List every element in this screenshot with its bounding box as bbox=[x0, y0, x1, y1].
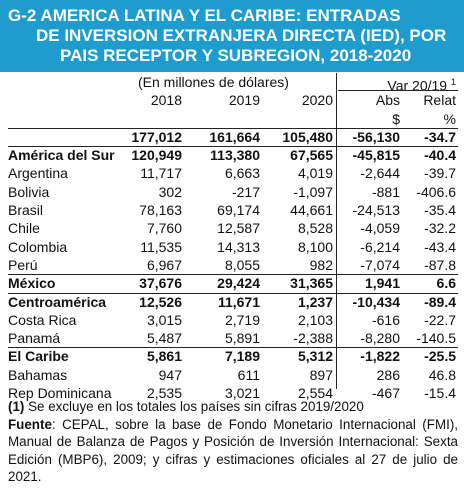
value-2019: 14,313 bbox=[217, 238, 260, 255]
value-2020: 31,365 bbox=[290, 275, 333, 292]
table-row bbox=[8, 219, 458, 237]
value-2020: 4,019 bbox=[297, 165, 333, 182]
row-label: Panamá bbox=[8, 330, 61, 347]
header-row-units bbox=[8, 73, 458, 94]
value-2019: 113,380 bbox=[210, 147, 260, 164]
row-label: Bahamas bbox=[8, 366, 68, 383]
value-abs-change: 1,941 bbox=[364, 275, 400, 292]
value-rel-change: -39.7 bbox=[424, 165, 456, 182]
value-rel-change: -43.4 bbox=[424, 238, 456, 255]
row-label: Costa Rica bbox=[8, 311, 77, 328]
table-row bbox=[8, 366, 458, 384]
value-rel-change: -34.7 bbox=[424, 128, 456, 145]
table-title bbox=[0, 0, 464, 72]
table-row bbox=[8, 128, 458, 146]
table-row bbox=[8, 146, 458, 164]
value-2018: 3,015 bbox=[146, 311, 182, 328]
value-abs-change: -616 bbox=[371, 311, 400, 328]
value-2020: 105,480 bbox=[282, 128, 333, 145]
table-row bbox=[8, 164, 458, 182]
table-footer bbox=[8, 398, 458, 486]
value-abs-change: -881 bbox=[371, 183, 400, 200]
value-2018: 947 bbox=[158, 366, 182, 383]
value-2019: 11,671 bbox=[217, 293, 260, 310]
value-2020: 982 bbox=[309, 256, 333, 273]
year-2018-header: 2018 bbox=[150, 92, 182, 109]
row-label: Colombia bbox=[8, 238, 68, 255]
row-label: América del Sur bbox=[8, 147, 115, 164]
value-2020: 8,528 bbox=[297, 220, 333, 237]
value-2019: 29,424 bbox=[217, 275, 260, 292]
row-label: Argentina bbox=[8, 165, 68, 182]
value-2020: 8,100 bbox=[297, 238, 333, 255]
value-2020: 5,312 bbox=[297, 348, 333, 365]
relat-unit: % bbox=[443, 110, 456, 127]
value-2020: 44,661 bbox=[290, 202, 333, 219]
value-rel-change: -406.6 bbox=[416, 183, 456, 200]
table-row bbox=[8, 274, 458, 292]
value-2019: 12,587 bbox=[217, 220, 260, 237]
abs-header: Abs bbox=[375, 92, 400, 109]
value-2019: 8,055 bbox=[224, 256, 260, 273]
row-label: El Caribe bbox=[8, 348, 69, 365]
header-row-years bbox=[8, 91, 458, 109]
relat-header: Relat bbox=[423, 92, 456, 109]
header-row-units-symbols bbox=[8, 110, 458, 128]
value-rel-change: -140.5 bbox=[416, 330, 456, 347]
abs-unit: $ bbox=[392, 110, 400, 127]
value-abs-change: -2,644 bbox=[360, 165, 400, 182]
value-rel-change: -40.4 bbox=[424, 147, 456, 164]
value-2020: -2,388 bbox=[293, 330, 333, 347]
value-2018: 302 bbox=[158, 183, 182, 200]
value-2020: -1,097 bbox=[293, 183, 333, 200]
value-2019: 3,021 bbox=[224, 385, 260, 402]
value-2020: 897 bbox=[309, 366, 333, 383]
value-2018: 5,861 bbox=[146, 348, 182, 365]
row-label: Brasil bbox=[8, 202, 44, 219]
table-row bbox=[8, 256, 458, 274]
value-2018: 11,535 bbox=[140, 238, 182, 255]
value-abs-change: -24,513 bbox=[352, 202, 400, 219]
value-2018: 11,717 bbox=[140, 165, 182, 182]
row-label: Bolivia bbox=[8, 183, 50, 200]
row-label: Rep Dominicana bbox=[8, 385, 112, 402]
year-2020-header: 2020 bbox=[301, 92, 333, 109]
table-row bbox=[8, 293, 458, 311]
source-note: Fuente: CEPAL, sobre la base de Fondo Monetario Internacional (FMI), Manual de Balanza de Pagos y Posición de Inversión Internacional: Sexta Edición (MBP6), 2009; y cifras y estimaciones oficiales al 27 de julio de 2021. bbox=[8, 416, 458, 484]
value-2020: 2,103 bbox=[297, 311, 333, 328]
value-abs-change: -45,815 bbox=[352, 147, 400, 164]
table-row bbox=[8, 311, 458, 329]
value-abs-change: -8,280 bbox=[360, 330, 400, 347]
table-row bbox=[8, 329, 458, 347]
year-2019-header: 2019 bbox=[228, 92, 260, 109]
row-label: México bbox=[8, 275, 56, 292]
value-2019: -217 bbox=[231, 183, 260, 200]
value-2019: 6,663 bbox=[224, 165, 260, 182]
value-rel-change: -87.8 bbox=[424, 256, 456, 273]
value-abs-change: -4,059 bbox=[360, 220, 400, 237]
value-rel-change: -89.4 bbox=[424, 293, 456, 310]
title-line-1: G-2 AMERICA LATINA Y EL CARIBE: ENTRADAS bbox=[8, 6, 401, 25]
title-line-3: PAIS RECEPTOR Y SUBREGION, 2018-2020 bbox=[60, 46, 412, 65]
value-rel-change: -25.5 bbox=[424, 348, 456, 365]
value-abs-change: -10,434 bbox=[352, 293, 400, 310]
table-row bbox=[8, 183, 458, 201]
value-rel-change: -35.4 bbox=[424, 202, 456, 219]
value-2018: 37,676 bbox=[139, 275, 182, 292]
value-2018: 120,949 bbox=[131, 147, 182, 164]
value-2019: 2,719 bbox=[224, 311, 260, 328]
value-abs-change: -467 bbox=[371, 385, 400, 402]
value-abs-change: -56,130 bbox=[352, 128, 400, 145]
value-2018: 177,012 bbox=[131, 128, 182, 145]
value-2018: 12,526 bbox=[139, 293, 182, 310]
value-2019: 7,189 bbox=[224, 348, 260, 365]
data-table bbox=[8, 73, 458, 402]
value-rel-change: -32.2 bbox=[424, 220, 456, 237]
value-abs-change: -1,822 bbox=[360, 348, 400, 365]
units-label: (En millones de dólares) bbox=[138, 74, 289, 90]
value-rel-change: 46.8 bbox=[428, 366, 456, 383]
table-row bbox=[8, 201, 458, 219]
row-label: Centroamérica bbox=[8, 293, 107, 310]
value-2020: 67,565 bbox=[290, 147, 333, 164]
table-row bbox=[8, 238, 458, 256]
value-2020: 1,237 bbox=[297, 293, 333, 310]
row-label: Chile bbox=[8, 220, 40, 237]
value-rel-change: 6.6 bbox=[436, 275, 456, 292]
value-2018: 5,487 bbox=[146, 330, 182, 347]
value-abs-change: -7,074 bbox=[360, 256, 400, 273]
value-rel-change: -22.7 bbox=[424, 311, 456, 328]
value-2018: 78,163 bbox=[139, 202, 182, 219]
value-rel-change: -15.4 bbox=[424, 385, 456, 402]
value-2018: 6,967 bbox=[146, 256, 182, 273]
value-2018: 2,535 bbox=[146, 385, 182, 402]
footnote: (1) Se excluye en los totales los países sin cifras 2019/2020 bbox=[8, 399, 364, 414]
value-abs-change: 286 bbox=[376, 366, 400, 383]
value-2020: 2,554 bbox=[297, 385, 333, 402]
title-line-2: DE INVERSION EXTRANJERA DIRECTA (IED), POR bbox=[36, 26, 447, 45]
row-label: Perú bbox=[8, 256, 38, 273]
table-row bbox=[8, 347, 458, 365]
variation-header: Var 20/19 $^1$ bbox=[387, 77, 456, 94]
value-2019: 69,174 bbox=[217, 202, 260, 219]
value-2019: 5,891 bbox=[224, 330, 260, 347]
value-2018: 7,760 bbox=[146, 220, 182, 237]
value-2019: 161,664 bbox=[209, 128, 260, 145]
value-2019: 611 bbox=[237, 366, 260, 383]
value-abs-change: -6,214 bbox=[360, 238, 400, 255]
